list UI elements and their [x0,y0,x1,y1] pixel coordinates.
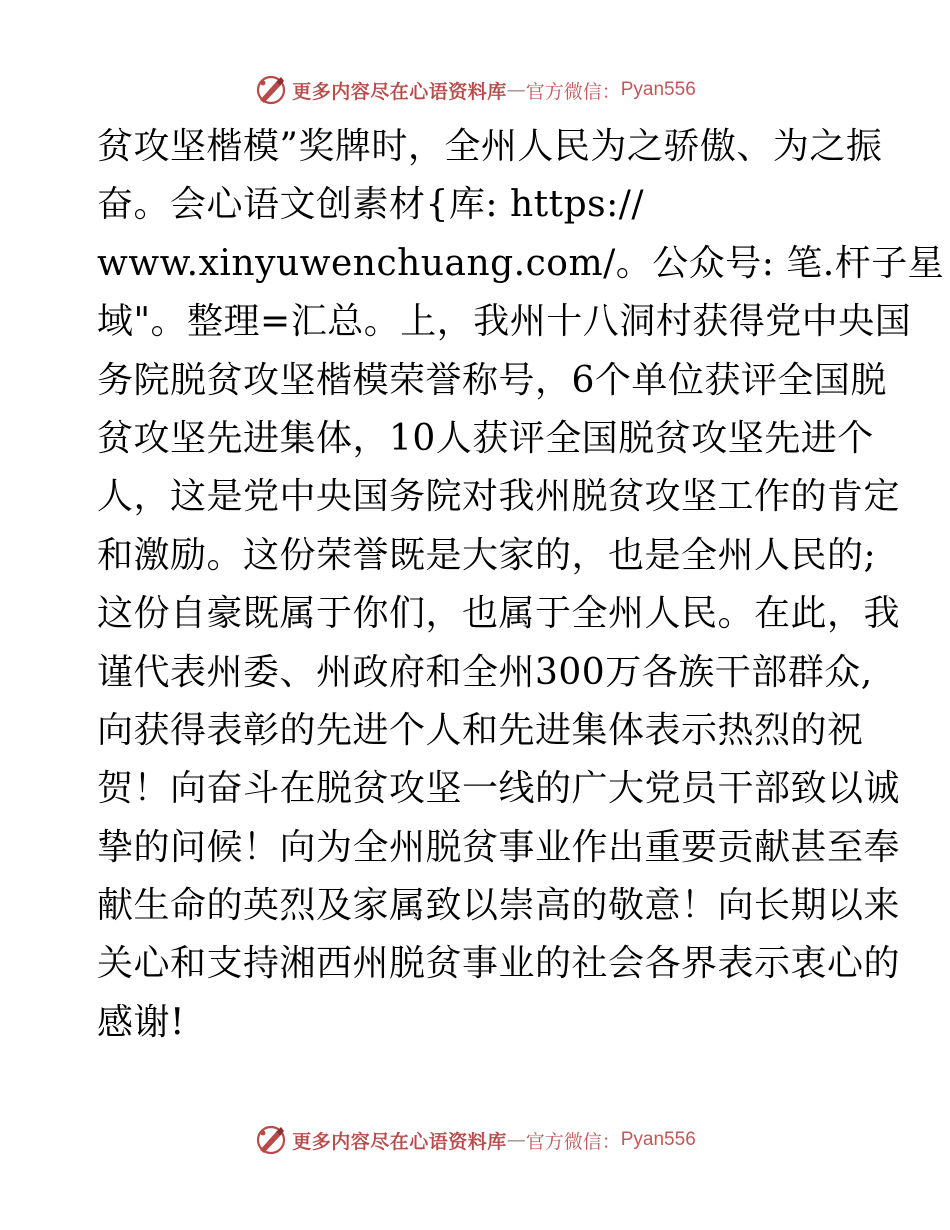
text-line: 和激励。这份荣誉既是大家的，也是全州人民的; [97,534,877,576]
header-wechat-label: 官方微信： [525,80,621,103]
pen-logo-icon [254,73,288,107]
text-line: 贫攻坚先进集体，10人获评全国脱贫攻坚先进个 [97,417,874,459]
text-line: 感谢! [97,1001,185,1043]
header-wechat-id: Pyan556 [620,79,696,100]
footer-wechat-label: 官方微信： [525,1130,621,1153]
footer-banner [0,1120,950,1160]
text-line: 向获得表彰的先进个人和先进集体表示热烈的祝 [97,709,864,751]
document-body [97,118,945,1052]
footer-wechat-id: Pyan556 [620,1129,696,1150]
text-line: 这份自豪既属于你们，也属于全州人民。在此，我 [97,593,901,635]
text-line: 谨代表州委、州政府和全州300万各族干部群众, [97,651,873,693]
footer-separator: — [506,1129,526,1151]
text-line: 奋。会心语文创素材{库: https:// [97,184,645,226]
text-line: 域"。整理=汇总。上，我州十八洞村获得党中央国 [97,301,912,343]
text-line: 挚的问候！向为全州脱贫事业作出重要贡献甚至奉 [97,826,901,868]
text-line: www.xinyuwenchuang.com/。公众号: 笔.杆子星 [97,242,945,284]
text-line: 贫攻坚楷模”奖牌时，全州人民为之骄傲、为之振 [97,126,883,167]
text-line: 关心和支持湘西州脱贫事业的社会各界表示衷心的 [97,943,901,985]
footer-site-text: 更多内容尽在心语资料库 [292,1130,507,1153]
header-separator: — [506,79,526,101]
text-line: 人，这是党中央国务院对我州脱贫攻坚工作的肯定 [97,476,901,518]
pen-logo-icon [254,1123,288,1157]
header-banner [0,70,950,110]
header-site-text: 更多内容尽在心语资料库 [292,80,507,103]
text-line: 贺！向奋斗在脱贫攻坚一线的广大党员干部致以诚 [97,768,901,810]
text-line: 务院脱贫攻坚楷模荣誉称号，6个单位获评全国脱 [97,359,887,401]
text-line: 献生命的英烈及家属致以崇高的敬意！向长期以来 [97,885,901,927]
